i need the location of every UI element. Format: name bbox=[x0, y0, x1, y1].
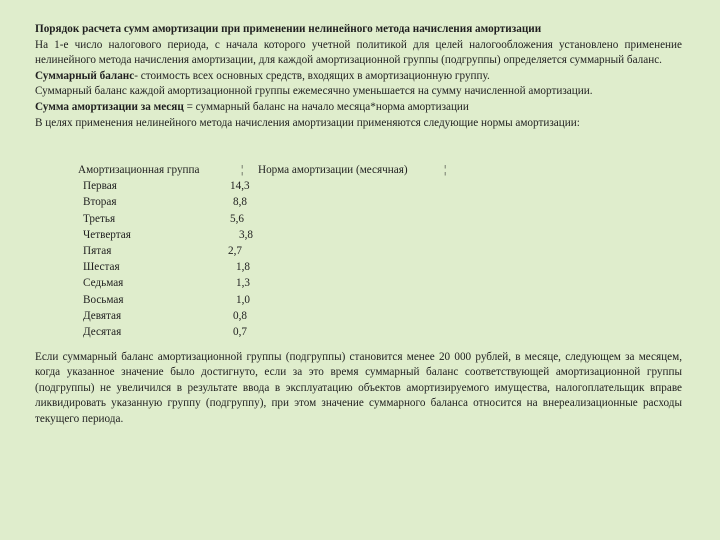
column-header-rate: Норма амортизации (месячная) bbox=[258, 164, 408, 176]
group-name-cell: Девятая bbox=[83, 309, 122, 322]
rate-cell: 3,8 bbox=[239, 228, 253, 241]
rate-cell: 1,8 bbox=[236, 261, 250, 274]
document-title: Порядок расчета сумм амортизации при применении нелинейного метода начисления амортизации bbox=[35, 23, 542, 35]
liquidation-section bbox=[35, 350, 682, 427]
rate-cell: 8,8 bbox=[233, 196, 247, 209]
group-name-cell: Десятая bbox=[83, 325, 122, 338]
definition-text: - стоимость всех основных средств, входящих в амортизационную группу. bbox=[134, 69, 490, 82]
rate-cell: 5,6 bbox=[230, 212, 244, 225]
group-name-cell: Седьмая bbox=[83, 277, 124, 290]
group-name-cell: Восьмая bbox=[83, 293, 124, 306]
definition-text: = суммарный баланс на начало месяца*норма амортизации bbox=[183, 100, 469, 113]
rate-cell: 0,7 bbox=[233, 325, 247, 338]
group-name-cell: Третья bbox=[83, 212, 116, 225]
group-name-cell: Первая bbox=[83, 180, 117, 193]
paragraph-rates-intro: В целях применения нелинейного метода начисления амортизации применяются следующие нормы амортизации: bbox=[35, 116, 580, 129]
definition-total-balance bbox=[35, 69, 682, 85]
group-name-cell: Пятая bbox=[83, 244, 112, 257]
paragraph-initial-balance: На 1-е число налогового периода, с начала которого учетной политикой для целей налогообложения установлено применение нелинейного метода начисления амортизации, для каждой амортизационной группы (подгруппы) определяется суммарный баланс. bbox=[35, 38, 682, 67]
rate-cell: 2,7 bbox=[228, 244, 242, 257]
rate-cell: 1,3 bbox=[236, 277, 250, 290]
column-header-group: Амортизационная группа bbox=[78, 164, 200, 176]
paragraph-monthly-reduction: Суммарный баланс каждой амортизационной группы ежемесячно уменьшается на сумму начисленной амортизации. bbox=[35, 85, 593, 98]
group-name-cell: Шестая bbox=[83, 261, 120, 274]
paragraph-liquidation-rule: Если суммарный баланс амортизационной группы (подгруппы) становится менее 20 000 рублей, в месяце, следующем за месяцем, когда указанное значение было достигнуто, если за это время суммарный баланс соответствующей амортизационной группы (подгруппы) не увеличился в результате ввода в эксплуатацию объектов амортизируемого имущества, налогоплательщик вправе ликвидировать указанную группу (подгруппу), при этом значение суммарного баланса относится на внереализационные расходы текущего периода. bbox=[35, 351, 682, 425]
group-name-cell: Вторая bbox=[83, 196, 117, 209]
rate-cell: 1,0 bbox=[236, 293, 250, 306]
rate-cell: 0,8 bbox=[233, 309, 247, 322]
rate-cell: 14,3 bbox=[230, 180, 250, 193]
column-separator: ¦ bbox=[444, 164, 447, 176]
definition-term: Сумма амортизации за месяц bbox=[35, 100, 184, 113]
column-separator: ¦ bbox=[241, 164, 244, 176]
definition-term: Суммарный баланс bbox=[35, 69, 135, 82]
intro-section bbox=[35, 22, 682, 131]
group-name-cell: Четвертая bbox=[83, 228, 131, 241]
definition-monthly-amount bbox=[35, 100, 682, 116]
